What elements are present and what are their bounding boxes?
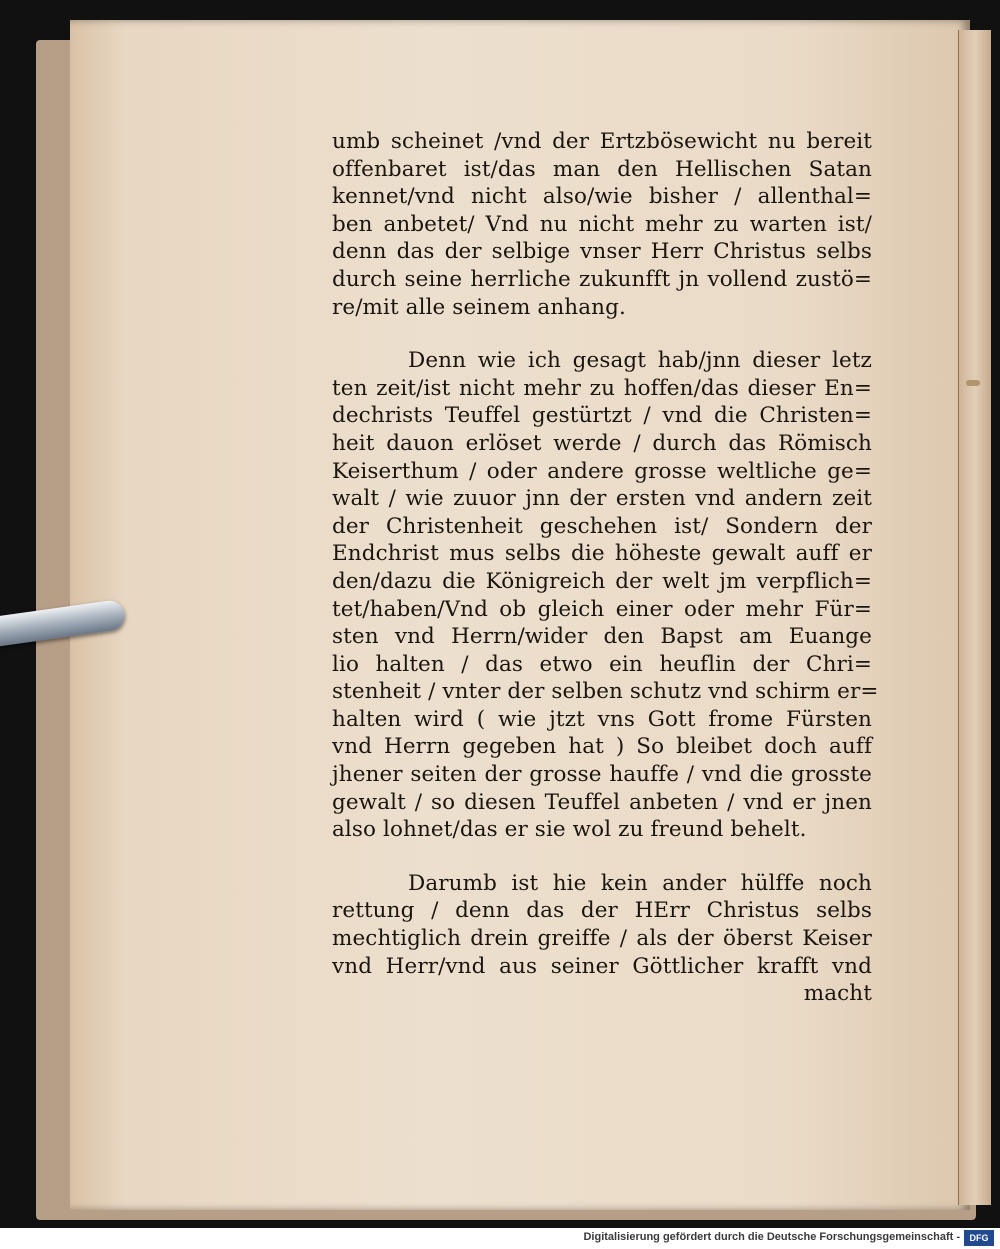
text-line: also lohnet/das er sie wol zu freund behelt. xyxy=(332,817,807,843)
page-text xyxy=(332,128,879,1008)
text-line: stenheit / vnter der selben schutz vnd schirm er= xyxy=(332,679,879,705)
text-line: jhener seiten der grosse hauffe / vnd die grosste xyxy=(332,762,872,788)
paragraph-3 xyxy=(332,870,872,1008)
paragraph-1 xyxy=(332,128,872,321)
text-line: umb scheinet /vnd der Ertzbösewicht nu bereit xyxy=(332,129,872,154)
text-line: vnd Herrn gegeben hat ) So bleibet doch auff xyxy=(332,734,872,760)
text-line: der Christenheit geschehen ist/ Sondern der xyxy=(332,513,872,539)
dfg-logo: DFG xyxy=(964,1230,994,1246)
text-line: Keiserthum / oder andere grosse weltliche ge= xyxy=(332,458,872,484)
text-line: kennet/vnd nicht also/wie bisher / allenthal= xyxy=(332,184,872,210)
text-line: mechtiglich drein greiffe / als der öberst Keiser xyxy=(332,926,872,952)
text-line: den/dazu die Königreich der welt jm verpflich= xyxy=(332,568,872,594)
text-line: gewalt / so diesen Teuffel anbeten / vnd er jnen xyxy=(332,789,872,815)
text-line: denn das der selbige vnser Herr Christus selbs xyxy=(332,239,872,265)
edge-mark xyxy=(966,380,980,386)
text-line: dechrists Teuffel gestürtzt / vnd die Christen= xyxy=(332,403,872,429)
funding-credit: Digitalisierung gefördert durch die Deutsche Forschungsgemeinschaft - xyxy=(583,1231,960,1243)
right-page-edge xyxy=(958,30,991,1205)
paragraph-2 xyxy=(332,347,879,844)
text-line: lio halten / das etwo ein heuflin der Chri= xyxy=(332,651,872,677)
text-line: heit dauon erlöset werde / durch das Römisch xyxy=(332,430,872,456)
text-line: sten vnd Herrn/wider den Bapst am Euange xyxy=(332,624,872,650)
text-line: rettung / denn das der HErr Christus selbs xyxy=(332,898,872,924)
text-line: Endchrist mus selbs die höheste gewalt auff er xyxy=(332,541,872,567)
text-line: halten wird ( wie jtzt vns Gott frome Fürsten xyxy=(332,706,872,732)
text-line: Darumb ist hie kein ander hülffe noch xyxy=(408,870,872,896)
text-line: durch seine herrliche zukunfft jn vollend zustö= xyxy=(332,266,872,292)
text-line: vnd Herr/vnd aus seiner Göttlicher krafft vnd xyxy=(332,953,872,979)
text-line: Denn wie ich gesagt hab/jnn dieser letz xyxy=(408,348,872,374)
text-line: walt / wie zuuor jnn der ersten vnd andern zeit xyxy=(332,486,872,512)
catchword: macht xyxy=(803,981,872,1007)
text-line: tet/haben/Vnd ob gleich einer oder mehr Für= xyxy=(332,596,872,622)
text-line: ten zeit/ist nicht mehr zu hoffen/das dieser En= xyxy=(332,375,872,401)
text-line: re/mit alle seinem anhang. xyxy=(332,294,626,320)
text-line: offenbaret ist/das man den Hellischen Satan xyxy=(332,156,872,182)
footer-bar xyxy=(0,1228,1000,1249)
text-line: ben anbetet/ Vnd nu nicht mehr zu warten ist/ xyxy=(332,211,872,237)
